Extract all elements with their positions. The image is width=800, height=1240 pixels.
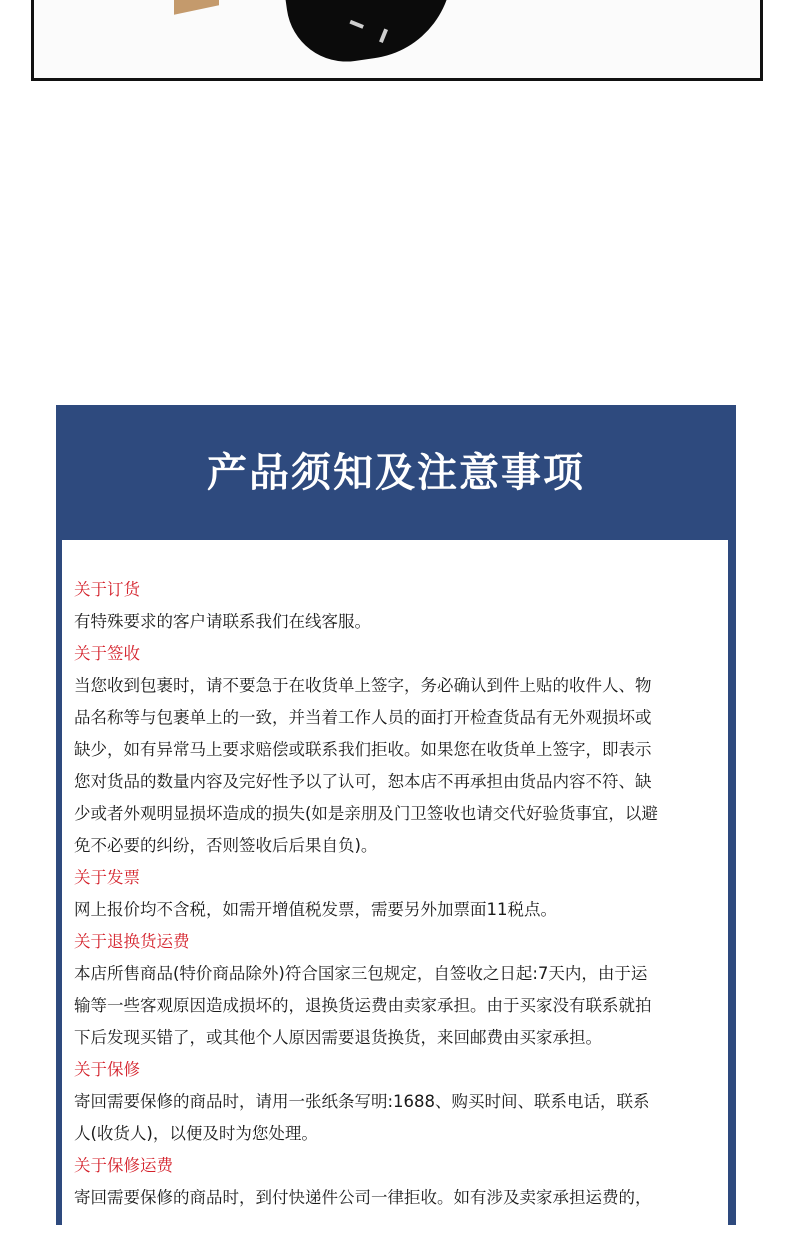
section-heading: 关于保修 — [74, 1060, 140, 1079]
section-text-line: 您对货品的数量内容及完好性予以了认可，恕本店不再承担由货品内容不符、缺 — [74, 772, 652, 791]
page-title: 产品须知及注意事项 — [207, 450, 585, 496]
section-text-line: 人(收货人)，以便及时为您处理。 — [74, 1124, 318, 1143]
notice-sections — [74, 574, 720, 1214]
section-text-line: 有特殊要求的客户请联系我们在线客服。 — [74, 612, 371, 631]
section-heading: 关于发票 — [74, 868, 140, 887]
section-text-line: 少或者外观明显损坏造成的损失(如是亲朋及门卫签收也请交代好验货事宜，以避 — [74, 804, 658, 823]
section-text-line: 缺少，如有异常马上要求赔偿或联系我们拒收。如果您在收货单上签字，即表示 — [74, 740, 652, 759]
notice-section — [74, 926, 720, 1054]
section-text-line: 品名称等与包裹单上的一致，并当着工作人员的面打开检查货品有无外观损坏或 — [74, 708, 652, 727]
section-text-line: 寄回需要保修的商品时，请用一张纸条写明:1688、购买时间、联系电话，联系 — [74, 1092, 650, 1111]
product-photo — [31, 0, 763, 81]
notice-section — [74, 1150, 720, 1214]
section-heading: 关于签收 — [74, 644, 140, 663]
section-text-line: 网上报价均不含税，如需开增值税发票，需要另外加票面11税点。 — [74, 900, 557, 919]
notice-section — [74, 862, 720, 926]
section-text-line: 免不必要的纠纷，否则签收后后果自负)。 — [74, 836, 378, 855]
section-text-line: 输等一些客观原因造成损坏的，退换货运费由卖家承担。由于买家没有联系就拍 — [74, 996, 652, 1015]
section-text-line: 寄回需要保修的商品时，到付快递件公司一律拒收。如有涉及卖家承担运费的， — [74, 1188, 652, 1207]
section-heading: 关于订货 — [74, 580, 140, 599]
notice-panel — [56, 405, 736, 1225]
plug-prong — [379, 28, 388, 42]
section-text-line: 本店所售商品(特价商品除外)符合国家三包规定，自签收之日起:7天内，由于运 — [74, 964, 648, 983]
cardboard-box — [174, 0, 219, 15]
notice-section — [74, 638, 720, 862]
section-text-line: 下后发现买错了，或其他个人原因需要退货换货，来回邮费由买家承担。 — [74, 1028, 602, 1047]
notice-section — [74, 574, 720, 638]
power-plug — [280, 0, 463, 69]
notice-section — [74, 1054, 720, 1150]
plug-prong — [349, 20, 363, 29]
section-heading: 关于退换货运费 — [74, 932, 190, 951]
section-text-line: 当您收到包裹时，请不要急于在收货单上签字，务必确认到件上贴的收件人、物 — [74, 676, 652, 695]
section-heading: 关于保修运费 — [74, 1156, 173, 1175]
notice-content-box — [62, 540, 728, 1240]
